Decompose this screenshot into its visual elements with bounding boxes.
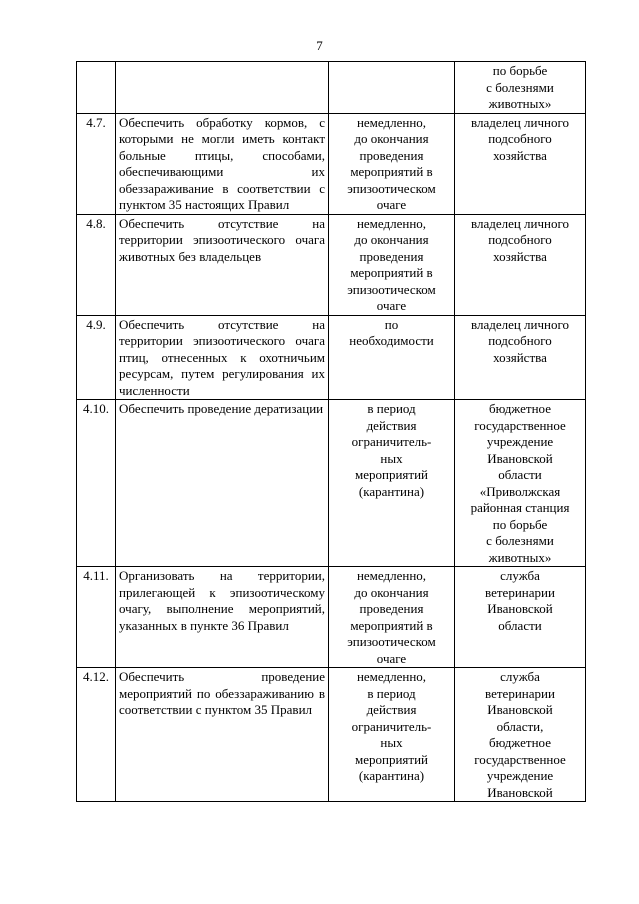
term-text: немедленно, до окончания проведения мероприятий в эпизоотическом очаге: [347, 215, 436, 313]
action-cell: [116, 214, 329, 315]
table-row: [77, 62, 586, 114]
responsible-cell: [455, 567, 586, 668]
term-text: немедленно, до окончания проведения мероприятий в эпизоотическом очаге: [347, 568, 436, 666]
term-cell: [329, 113, 455, 214]
term-text: по необходимости: [349, 316, 434, 348]
term-text: в период действия ограничитель- ных мероприятий (карантина): [351, 401, 432, 499]
item-number-cell: 4.12.: [77, 668, 116, 802]
term-cell: [329, 214, 455, 315]
table-row: [77, 400, 586, 567]
page-number: 7: [316, 38, 323, 53]
responsible-text: бюджетное государственное учреждение Ивановской области «Приволжская районная станция по борьбе с болезнями животных»: [470, 401, 570, 565]
responsible-cell: [455, 668, 586, 802]
responsible-text: по борьбе с болезнями животных»: [486, 63, 554, 111]
item-number-cell: 4.10.: [77, 400, 116, 567]
action-text: Обеспечить отсутствие на территории эпизоотического очага птиц, отнесенных к охотничьим ресурсам, путем регулирования их численности: [119, 316, 325, 398]
responsible-cell: [455, 315, 586, 400]
item-number-cell: 4.7.: [77, 113, 116, 214]
action-cell: [116, 567, 329, 668]
action-cell: [116, 113, 329, 214]
responsible-text: служба ветеринарии Ивановской области, бюджетное государственное учреждение Ивановской: [474, 669, 566, 800]
table-row: [77, 214, 586, 315]
action-text: Организовать на территории, прилегающей к эпизоотическому очагу, выполнение мероприятий, указанных в пункте 36 Правил: [119, 568, 325, 633]
action-text: Обеспечить обработку кормов, с которыми не могли иметь контакт больные птицы, способами, обеспечивающими их обеззараживание в соответствии с пунктом 35 настоящих Правил: [119, 114, 325, 212]
responsible-cell: [455, 400, 586, 567]
action-cell: [116, 315, 329, 400]
item-number-cell: [77, 62, 116, 114]
action-text: Обеспечить отсутствие на территории эпизоотического очага животных без владельцев: [119, 215, 325, 264]
action-cell: [116, 400, 329, 567]
responsible-cell: [455, 113, 586, 214]
item-number-cell: 4.8.: [77, 214, 116, 315]
term-text: немедленно, в период действия ограничитель- ных мероприятий (карантина): [351, 669, 432, 783]
responsible-cell: [455, 62, 586, 114]
responsible-cell: [455, 214, 586, 315]
item-number-cell: 4.11.: [77, 567, 116, 668]
term-cell: [329, 62, 455, 114]
responsible-text: владелец личного подсобного хозяйства: [470, 316, 570, 365]
responsible-text: владелец личного подсобного хозяйства: [470, 215, 570, 264]
action-cell: [116, 62, 329, 114]
action-cell: [116, 668, 329, 802]
item-number-cell: 4.9.: [77, 315, 116, 400]
term-text: немедленно, до окончания проведения мероприятий в эпизоотическом очаге: [347, 114, 436, 212]
measures-table: [76, 61, 586, 802]
responsible-text: владелец личного подсобного хозяйства: [470, 114, 570, 163]
table-row: [77, 567, 586, 668]
table-row: [77, 113, 586, 214]
action-text: Обеспечить проведение мероприятий по обеззараживанию в соответствии с пунктом 35 Правил: [119, 669, 325, 717]
term-cell: [329, 668, 455, 802]
action-text: Обеспечить проведение дератизации: [119, 401, 324, 416]
term-cell: [329, 400, 455, 567]
table-row: [77, 315, 586, 400]
responsible-text: служба ветеринарии Ивановской области: [485, 568, 555, 633]
term-cell: [329, 315, 455, 400]
table-row: [77, 668, 586, 802]
term-cell: [329, 567, 455, 668]
